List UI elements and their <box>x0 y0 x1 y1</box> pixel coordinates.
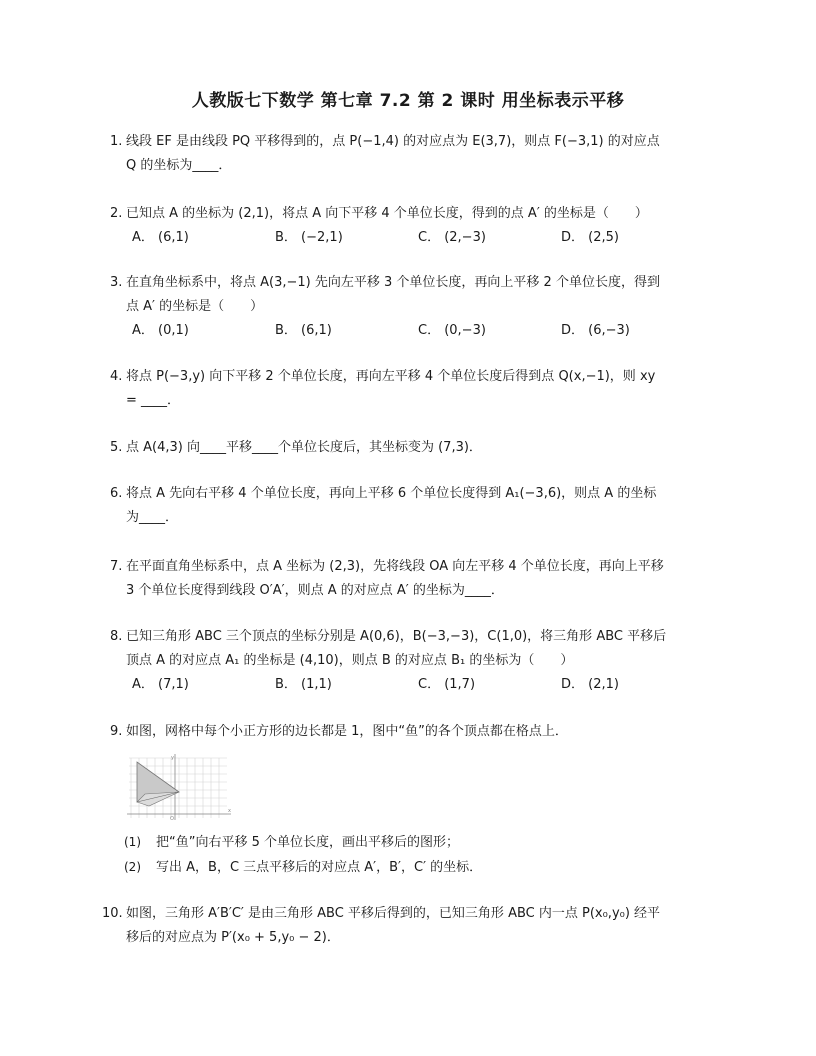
question-text-line: 在直角坐标系中，将点 A(3,−1) 先向左平移 3 个单位长度，再向上平移 2 个单位长度，得到 <box>126 275 660 290</box>
question-text-line: 点 A(4,3) 向____平移____个单位长度后，其坐标变为 (7,3)． <box>126 440 482 455</box>
question-number: 2. <box>110 206 123 221</box>
option-row <box>132 226 724 250</box>
fish-grid-figure <box>127 752 233 822</box>
option-c: C． (2,−3) <box>418 230 486 245</box>
option-c: C． (1,7) <box>418 677 476 692</box>
question-text-line: 已知点 A 的坐标为 (2,1)，将点 A 向下平移 4 个单位长度，得到的点 A′ 的坐标是（ ） <box>126 206 648 221</box>
option-a: A． (6,1) <box>132 230 189 245</box>
question-number: 3. <box>110 275 123 290</box>
option-b: B． (6,1) <box>275 323 332 338</box>
question-8 <box>112 625 724 697</box>
question-2 <box>112 202 724 250</box>
question-number: 8. <box>110 629 123 644</box>
question-text-line: 在平面直角坐标系中，点 A 坐标为 (2,3)，先将线段 OA 向左平移 4 个单位长度，再向上平移 <box>126 559 664 574</box>
page-title: 人教版七下数学 第七章 7.2 第 2 课时 用坐标表示平移 <box>191 91 625 111</box>
subpart-number: (1) <box>124 835 141 849</box>
question-text-line: 顶点 A 的对应点 A₁ 的坐标是 (4,10)，则点 B 的对应点 B₁ 的坐标为（ ） <box>126 653 574 668</box>
option-a: A． (7,1) <box>132 677 189 692</box>
question-text-line: 点 A′ 的坐标是（ ） <box>126 299 264 314</box>
question-text-line: Q 的坐标为____． <box>126 158 232 173</box>
option-row <box>132 319 724 343</box>
subpart-text: 写出 A，B，C 三点平移后的对应点 A′，B′，C′ 的坐标． <box>156 860 483 875</box>
option-b: B． (−2,1) <box>275 230 343 245</box>
question-number: 5. <box>110 440 123 455</box>
question-number: 6. <box>110 486 123 501</box>
question-text-line: 已知三角形 ABC 三个顶点的坐标分别是 A(0,6)，B(−3,−3)，C(1,0)，将三角形 ABC 平移后 <box>126 629 667 644</box>
y-axis-label: y <box>171 755 174 761</box>
question-1 <box>112 130 724 178</box>
question-3 <box>112 271 724 343</box>
question-7 <box>112 555 724 603</box>
question-number: 1. <box>110 134 123 149</box>
question-number: 10. <box>102 906 123 921</box>
subpart-number: (2) <box>124 860 141 874</box>
question-text-line: 如图，三角形 A′B′C′ 是由三角形 ABC 平移后得到的，已知三角形 ABC 内一点 P(x₀,y₀) 经平 <box>126 906 661 921</box>
subpart-1 <box>124 830 724 855</box>
x-axis-label: x <box>228 808 231 814</box>
question-text-line: 移后的对应点为 P′(x₀ + 5,y₀ − 2)． <box>126 930 340 945</box>
question-text-line: 为____． <box>126 510 179 525</box>
subpart-text: 把“鱼”向右平移 5 个单位长度，画出平移后的图形； <box>156 835 460 850</box>
option-d: D． (2,5) <box>561 230 619 245</box>
question-9 <box>112 720 724 744</box>
option-a: A． (0,1) <box>132 323 189 338</box>
option-c: C． (0,−3) <box>418 323 486 338</box>
origin-label: O <box>170 816 174 822</box>
question-text-line: 将点 P(−3,y) 向下平移 2 个单位长度，再向左平移 4 个单位长度后得到点 Q(x,−1)，则 xy <box>126 369 656 384</box>
question-text-line: 将点 A 先向右平移 4 个单位长度，再向上平移 6 个单位长度得到 A₁(−3,6)，则点 A 的坐标 <box>126 486 657 501</box>
question-number: 7. <box>110 559 123 574</box>
question-text-line: 3 个单位长度得到线段 O′A′，则点 A 的对应点 A′ 的坐标为____． <box>126 583 504 598</box>
question-text-line: 如图，网格中每个小正方形的边长都是 1，图中“鱼”的各个顶点都在格点上． <box>126 724 568 739</box>
question-5 <box>112 436 724 460</box>
subpart-2 <box>124 855 724 880</box>
question-10 <box>102 902 724 950</box>
question-6 <box>112 482 724 530</box>
question-9-subparts <box>112 830 724 880</box>
question-number: 4. <box>110 369 123 384</box>
option-b: B． (1,1) <box>275 677 332 692</box>
question-number: 9. <box>110 724 123 739</box>
question-text-line: = ____． <box>126 393 181 408</box>
question-text-line: 线段 EF 是由线段 PQ 平移得到的，点 P(−1,4) 的对应点为 E(3,7)，则点 F(−3,1) 的对应点 <box>126 134 660 149</box>
question-4 <box>112 365 724 413</box>
option-row <box>132 673 724 697</box>
option-d: D． (6,−3) <box>561 323 630 338</box>
option-d: D． (2,1) <box>561 677 619 692</box>
